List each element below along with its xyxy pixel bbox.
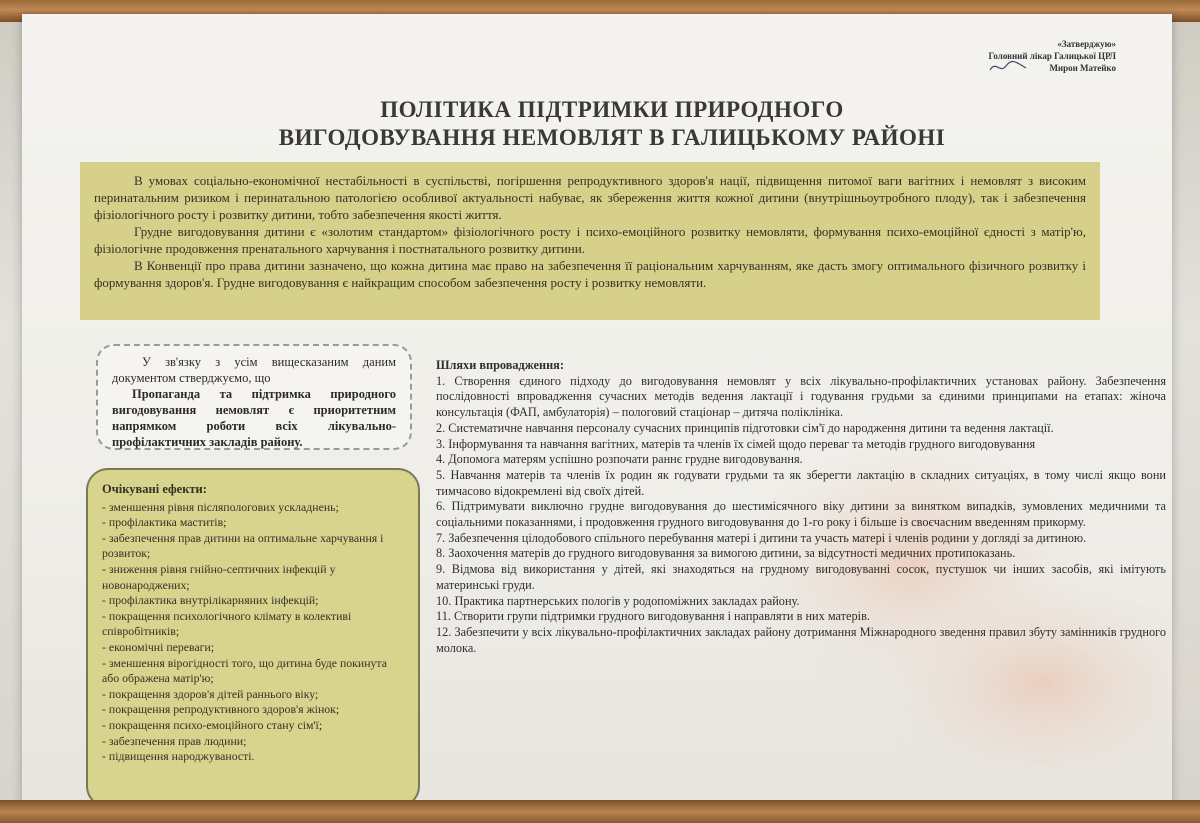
approval-line1: «Затверджую» — [1057, 39, 1116, 49]
approval-line3: Мирон Матейко — [1049, 63, 1116, 73]
list-item: 4. Допомога матерям успішно розпочати раннє грудне вигодовування. — [436, 452, 803, 467]
list-item: - покращення здоров'я дітей раннього віку; — [102, 686, 319, 701]
intro-panel — [80, 162, 1100, 320]
list-item: - забезпечення прав людини; — [102, 733, 247, 748]
list-item: 2. Систематичне навчання персоналу сучасних принципів підготовки сім'ї до народження дитини та ведення лактації. — [436, 420, 1054, 435]
list-item: - підвищення народжуваності. — [102, 749, 255, 764]
ways-heading: Шляхи впровадження: — [436, 358, 564, 372]
list-item: 3. Інформування та навчання вагітних, матерів та членів їх сімей щодо переваг та методів грудного вигодовування — [436, 436, 1036, 451]
intro-paragraph-2: Грудне вигодовування дитини є «золотим стандартом» фізіологічного росту і психо-емоційного розвитку немовляти, формування психо-емоційної єдності з матір'ю, фізіологічне продовження пренатального харчування і постнатального розвитку дитини. — [94, 224, 1086, 256]
poster-sheet — [22, 14, 1172, 804]
list-item: 8. Заохочення матерів до грудного вигодовування за вимогою дитини, за відсутності медичних протипоказань. — [436, 546, 1016, 561]
list-item: - економічні переваги; — [102, 639, 215, 654]
list-item: 7. Забезпечення цілодобового спільного перебування матері і дитини та участь матері і членів родини у догляді за дитиною. — [436, 530, 1087, 545]
affirmation-box — [96, 344, 412, 450]
list-item: 9. Відмова від використання у дітей, які знаходяться на грудному вигодовуванні сосок, пустушок чи інших засобів, які імітують материнські груди. — [436, 562, 1166, 592]
list-item: 11. Створити групи підтримки грудного вигодовування і направляти в них матерів. — [436, 609, 870, 624]
poster-rod-bottom — [0, 800, 1200, 823]
title-line1: ПОЛІТИКА ПІДТРИМКИ ПРИРОДНОГО — [380, 97, 844, 122]
intro-paragraph-1: В умовах соціально-економічної нестабільності в суспільстві, погіршення репродуктивного здоров'я нації, підвищення питомої ваги вагітних і немовлят з високим перинатальним ризиком і перинатальною патологією особливої актуальності набуває, як збереження життя кожної дитини (внутрішньоутробного плоду), так і забезпечення фізіологічного росту і розвитку дитини, тобто забезпечення якості життя. — [94, 173, 1086, 222]
approval-stamp — [956, 38, 1116, 74]
effects-list — [102, 500, 404, 765]
affirmation-statement: Пропаганда та підтримка природного вигодовування немовлят є приоритетним напрямком роботи всіх лікувально-профілактичних закладів району. — [112, 387, 396, 449]
ways-list — [436, 374, 1166, 657]
list-item: - покращення репродуктивного здоров'я жінок; — [102, 702, 340, 717]
effects-heading: Очікувані ефекти: — [102, 482, 207, 496]
list-item: - зниження рівня гнійно-септичних інфекцій у новонароджених; — [102, 561, 336, 592]
page-title — [182, 96, 1042, 152]
list-item: - зменшення рівня післяпологових ускладнень; — [102, 499, 339, 514]
list-item: - профілактика маститів; — [102, 515, 227, 530]
list-item: - зменшення вірогідності того, що дитина буде покинута або ображена матір'ю; — [102, 655, 387, 686]
list-item: - забезпечення прав дитини на оптимальне харчування і розвиток; — [102, 530, 384, 561]
signature-icon — [988, 58, 1028, 76]
intro-paragraph-3: В Конвенції про права дитини зазначено, що кожна дитина має право на забезпечення її раціональним харчуванням, яке дасть змогу оптимального фізичного розвитку і формування здоров'я. Грудне вигодовування є найкращим способом забезпечення росту і розвитку немовляти. — [94, 258, 1086, 290]
title-line2: ВИГОДОВУВАННЯ НЕМОВЛЯТ В ГАЛИЦЬКОМУ РАЙОНІ — [278, 125, 946, 150]
implementation-ways — [436, 358, 1166, 778]
list-item: 12. Забезпечити у всіх лікувально-профілактичних закладах району дотримання Міжнародного зведення правил збуту замінників грудного молока. — [436, 624, 1166, 655]
list-item: 6. Підтримувати виключно грудне вигодовування до шестимісячного віку дитини за винятком випадків, зумовлених медичними та соціальними показаннями, і продовження грудного вигодовування до 1-го року і більше із своєчасним введенням прикорму. — [436, 499, 1166, 530]
expected-effects-panel — [86, 468, 420, 808]
list-item: - профілактика внутрілікарняних інфекцій; — [102, 593, 319, 608]
affirmation-lead: У зв'язку з усім вищесказаним даним документом стверджуємо, що — [112, 355, 396, 385]
list-item: 10. Практика партнерських пологів у родопоміжних закладах району. — [436, 593, 800, 608]
list-item: - покращення психо-емоційного стану сім'ї; — [102, 717, 323, 732]
list-item: 5. Навчання матерів та членів їх родин як годувати грудьми та як зберегти лактацію в складних ситуаціях, в тому числі якщо вони тимчасово відокремлені від своїх дітей. — [436, 467, 1166, 498]
list-item: - покращення психологічного клімату в колективі співробітників; — [102, 608, 352, 639]
list-item: 1. Створення єдиного підходу до вигодовування немовлят у всіх лікувально-профілактичних установах району. Забезпечення послідовності впровадження сучасних методів ведення лактації і годування грудьми за єдиними принципами на етапах: жіноча консультація (ФАП, амбулаторія) – пологовий стаціонар – дитяча поліклініка. — [436, 373, 1166, 420]
approval-line2: Головний лікар Галицької ЦРЛ — [988, 51, 1116, 61]
